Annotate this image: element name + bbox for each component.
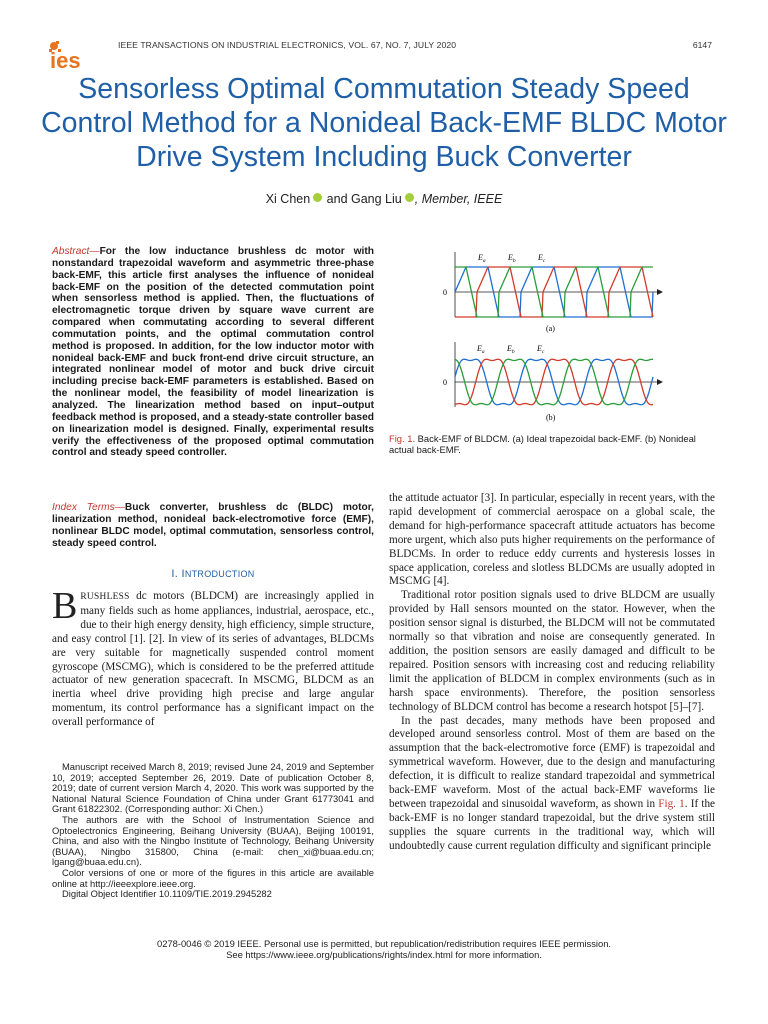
index-terms [52,502,374,549]
intro-paragraph [52,585,374,730]
lead-word: RUSHLESS [80,592,130,602]
abstract [52,246,374,459]
section-numeral: I. [171,568,182,580]
panel-a [443,252,663,333]
paragraph-text: . If the back-EMF is no longer standard trapezoidal, but the drive system still supplies the square currents in the traditional way, which will undoubtedly cause current regulation difficulty and significant principle [389,797,716,852]
orcid-icon[interactable] [405,193,414,202]
zero-label-b: 0 [443,378,447,387]
abstract-text: For the low inductance brushless dc motor with nonstandard trapezoidal waveform and asymmetric three-phase back-EMF, this article first analyses the influence of nonideal back-EMF on the position of the detected commutation point when sensorless method is applied. Then, the fluctuations of electromagnetic torque driven by square wave current are compared when commutating according to several different commutation points, and the optimal commutation control method is proposed. In addition, for the low inductor motor with nonideal back-EMF and buck front-end drive circuit structure, an integrated nonlinear model of motor and buck drive circuit including precise back-EMF parameters is established. Based on the nonlinear model, the feasibility of model linearization is analyzed. The linearization method based on input–output feedback method is proposed, and a steady-state controller based on linearization model is designed. Finally, experimental results verify the effectiveness of the proposed optimal commutation control and steady speed controller. [52,246,374,459]
paragraph: the attitude actuator [3]. In particular, especially in recent years, with the rapid development of commercial aerospace on a global scale, the demand for high-performance spacecraft attitude actuators has become more urgent, which also puts higher requirements on the performance of BLDCMs. In order to reduce eddy currents and hysteresis losses in space application, coreless and slotless BLDCMs are usually adopted in MSCMG [4]. [389,492,715,588]
paragraph [389,715,715,854]
right-column [389,492,715,854]
x-axis-arrow-b [657,379,663,385]
figure-reference-link[interactable]: Fig. 1 [658,797,685,810]
section-heading [52,568,374,580]
paper-title: Sensorless Optimal Commutation Steady Speed Control Method for a Nonideal Back-EMF BLDC Motor Drive System Including Buck Converter [41,73,727,173]
author-name: and Gang Liu [323,192,402,206]
index-terms-label: Index Terms— [52,502,125,513]
ies-logo [46,38,106,74]
orcid-icon[interactable] [313,193,322,202]
legend-ec-a: $E_c$ [538,253,546,264]
author-name: Xi Chen [265,192,311,206]
abstract-label: Abstract— [52,246,100,257]
drop-cap: B [52,585,78,627]
legend-ea-b: $E_a$ [477,344,485,355]
legend-eb-b: $E_b$ [507,344,515,355]
figure-label: Fig. 1. [389,433,416,444]
paragraph: Traditional rotor position signals used to drive BLDCM are usually provided by Hall sensors mounted on the stator. However, when the position sensor signal is disturbed, the BLDCM will not be commutated normally so that vibration and noise are consequently generated. In addition, the position sensors are easily damaged and difficult to be repaired. Position sensors with increasing cost and reducing reliability limit the application of BLDCM in complex environments (such as in harsh space environments). Therefore, the position sensorless technology of BLDCM control has become a research hotspot [5]–[7]. [389,589,715,713]
intro-text: dc motors (BLDCM) are increasingly applied in many fields such as home appliances, industrial, aerospace, etc., due to their high energy density, high efficiency, simple structure, and easy control [1]. [2]. In view of its series of advantages, BLDCMs are very suitable for magnetically suspended control moment gyroscope (MSCMG), which is considered to be the preferred attitude actuator of new generation spacecraft. In MSCMG, BLDCM as an inertia wheel drive providing high precise and large angular momentum, its control performance has a significant impact on the overall performance of [52,590,374,729]
legend-ea-a: $E_a$ [478,253,486,264]
panel-b [443,342,663,422]
journal-header: IEEE TRANSACTIONS ON INDUSTRIAL ELECTRONICS, VOL. 67, NO. 7, JULY 2020 [118,40,457,50]
footnote-manuscript: Manuscript received March 8, 2019; revised June 24, 2019 and September 10, 2019; accepted September 26, 2019. Date of publication October 8, 2019; date of current version March 4, 2020. This work was supported by the National Natural Science Foundation of China under Grant 61773041 and Grant 61822302. (Corresponding author: Xi Chen.) [52,761,374,815]
section-title-rest: NTRODUCTION [184,569,255,579]
legend-ec-b: $E_c$ [537,344,545,355]
figure-1 [425,247,725,427]
panel-label-a: (a) [546,324,555,333]
author-membership: , Member, IEEE [414,192,503,206]
copyright-notice [0,938,768,960]
index-terms-text: Buck converter, brushless dc (BLDC) motor, linearization method, nonideal back-electromotive force (EMF), nonlinear BLDC model, optimal commutation, sensorless control, steady speed control. [52,502,374,549]
page-number: 6147 [692,40,712,50]
legend-eb-a: $E_b$ [508,253,516,264]
footnote [52,762,374,900]
panel-label-b: (b) [546,413,556,422]
logo-text: ies [50,48,81,73]
x-axis-arrow-a [657,289,663,295]
paragraph-text: In the past decades, many methods have been proposed and developed around sensorless control. Most of them are based on the assumption that the back-electromotive force (EMF) is trapezoidal and symmetrical waveform. However, due to the design and manufacturing defection, it is difficult to realize standard trapezoidal and symmetrical back-EMF waveform. Most of the actual back-EMF waveforms lie between trapezoidal and sinusoidal waveform, as shown in [389,714,715,810]
caption-text: Back-EMF of BLDCM. (a) Ideal trapezoidal back-EMF. (b) Nonideal actual back-EMF. [389,433,696,455]
figure-caption [389,433,719,455]
zero-label-a: 0 [443,288,447,297]
footnote-color: Color versions of one or more of the figures in this article are available online at http://ieeexplore.ieee.org. [52,866,374,889]
author-line [0,192,768,206]
copyright-link-line: See https://www.ieee.org/publications/rights/index.html for more information. [226,949,542,960]
footnote-doi: Digital Object Identifier 10.1109/TIE.2019.2945282 [62,888,272,900]
section-initial: I [181,568,185,580]
footnote-affiliation: The authors are with the School of Instrumentation Science and Optoelectronics Engineering, Beihang University (BUAA), Beijing 100191, China, and also with the Ningbo Institute of Technology, Beihang University (BUAA), Ningbo 315800, China (e-mail: chen_xi@buaa.edu.cn; lgang@buaa.edu.cn). [52,813,374,868]
copyright-line: 0278-0046 © 2019 IEEE. Personal use is permitted, but republication/redistribution requires IEEE permission. [156,938,612,949]
